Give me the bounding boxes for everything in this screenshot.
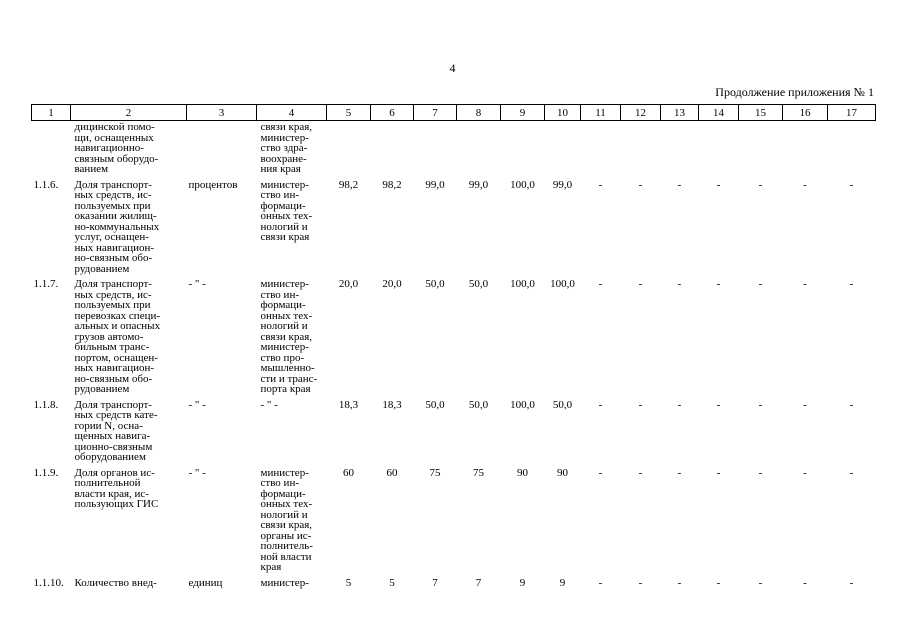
empty-value-cell bbox=[828, 121, 876, 180]
table-row bbox=[32, 468, 876, 578]
column-header: 12 bbox=[621, 105, 661, 121]
value-cell: 5 bbox=[345, 576, 352, 589]
empty-value-cell: - bbox=[758, 278, 763, 290]
value-cell: 98,2 bbox=[338, 178, 359, 191]
responsible-body: министер- ство ин- формаци- онных тех- нологий и связи края, министер- ство про- мышленно- сти и транс- порта края bbox=[260, 278, 318, 395]
column-header: 16 bbox=[783, 105, 828, 121]
value-cell: 99,0 bbox=[552, 178, 573, 191]
responsible-body: министер- ство ин- формаци- онных тех- нологий и связи края, органы ис- полнитель- ной власти края bbox=[260, 466, 313, 573]
value-cell: 18,3 bbox=[338, 398, 359, 411]
value-cell: 7 bbox=[475, 576, 482, 589]
empty-value-cell: - bbox=[716, 278, 721, 290]
indicator-table bbox=[31, 104, 876, 593]
table-row bbox=[32, 279, 876, 400]
column-header: 5 bbox=[327, 105, 371, 121]
empty-value-cell: - bbox=[803, 466, 807, 479]
empty-value-cell: - bbox=[598, 466, 603, 479]
empty-value-cell: - bbox=[716, 466, 721, 479]
value-cell bbox=[501, 121, 545, 180]
empty-value-cell: - bbox=[677, 466, 682, 479]
value-cell: 75 bbox=[473, 466, 484, 479]
value-cell: 99,0 bbox=[468, 178, 489, 191]
value-cell: 50,0 bbox=[468, 398, 489, 411]
column-header: 2 bbox=[71, 105, 187, 121]
empty-value-cell: - bbox=[803, 398, 807, 411]
empty-value-cell: - bbox=[638, 178, 643, 191]
indicator-name: Доля транспорт- ных средств кате- гории N, осна- щенных навига- ционно-связным оборудованием bbox=[74, 398, 158, 463]
indicator-name: Доля органов ис- полнительной власти края, ис- пользующих ГИС bbox=[74, 466, 159, 510]
value-cell: 98,2 bbox=[382, 178, 402, 191]
value-cell: 75 bbox=[429, 466, 441, 479]
column-header: 1 bbox=[32, 105, 71, 121]
column-number-row bbox=[32, 105, 876, 121]
indicator-name: дицинской помо- щи, оснащенных навигационно- связным оборудо- ванием bbox=[74, 121, 159, 175]
responsible-body: связи края, министер- ство здра- воохране- ния края bbox=[260, 121, 313, 175]
empty-value-cell: - bbox=[638, 278, 643, 290]
value-cell bbox=[545, 121, 581, 180]
unit-of-measure bbox=[187, 121, 257, 180]
unit-of-measure: - " - bbox=[188, 466, 206, 479]
empty-value-cell: - bbox=[677, 398, 682, 411]
column-header: 6 bbox=[371, 105, 414, 121]
column-header: 7 bbox=[414, 105, 457, 121]
empty-value-cell: - bbox=[598, 576, 603, 589]
column-header: 13 bbox=[661, 105, 699, 121]
empty-value-cell: - bbox=[803, 576, 807, 589]
value-cell: 100,0 bbox=[510, 278, 535, 290]
column-header: 8 bbox=[457, 105, 501, 121]
value-cell bbox=[371, 121, 414, 180]
empty-value-cell: - bbox=[677, 278, 682, 290]
empty-value-cell: - bbox=[758, 398, 763, 411]
unit-of-measure: - " - bbox=[188, 398, 206, 411]
indicator-code bbox=[32, 121, 71, 180]
table-row bbox=[32, 121, 876, 180]
empty-value-cell bbox=[621, 121, 661, 180]
empty-value-cell bbox=[581, 121, 621, 180]
value-cell: 9 bbox=[559, 576, 566, 589]
value-cell: 18,3 bbox=[382, 398, 402, 411]
indicator-name: Количество внед- bbox=[74, 576, 157, 589]
column-header: 15 bbox=[739, 105, 783, 121]
empty-value-cell: - bbox=[638, 576, 643, 589]
empty-value-cell bbox=[661, 121, 699, 180]
empty-value-cell: - bbox=[758, 576, 763, 589]
indicator-code: 1.1.6. bbox=[33, 178, 59, 191]
unit-of-measure: процентов bbox=[188, 178, 238, 191]
continuation-label: Продолжение приложения № 1 bbox=[715, 85, 874, 99]
indicator-name: Доля транспорт- ных средств, ис- пользуемых при перевозках специ- альных и опасных грузов автомо- бильным транс- портом, оснащен- ных навигацион- но-связным обо- рудованием bbox=[74, 278, 161, 395]
value-cell: 50,0 bbox=[425, 398, 445, 411]
column-header: 4 bbox=[257, 105, 327, 121]
empty-value-cell: - bbox=[638, 466, 643, 479]
value-cell: 50,0 bbox=[468, 278, 489, 290]
column-header: 17 bbox=[828, 105, 876, 121]
table-row bbox=[32, 578, 876, 594]
empty-value-cell: - bbox=[849, 178, 854, 191]
empty-value-cell: - bbox=[716, 576, 721, 589]
table-row bbox=[32, 180, 876, 280]
table-row bbox=[32, 400, 876, 468]
value-cell: 7 bbox=[432, 576, 438, 589]
empty-value-cell: - bbox=[849, 466, 854, 479]
value-cell: 5 bbox=[389, 576, 395, 589]
empty-value-cell bbox=[783, 121, 828, 180]
empty-value-cell: - bbox=[716, 398, 721, 411]
column-header: 11 bbox=[581, 105, 621, 121]
indicator-code: 1.1.10. bbox=[33, 576, 64, 589]
column-header: 3 bbox=[187, 105, 257, 121]
value-cell: 90 bbox=[517, 466, 528, 479]
empty-value-cell: - bbox=[803, 178, 807, 191]
indicator-code: 1.1.7. bbox=[33, 278, 59, 290]
column-header: 10 bbox=[545, 105, 581, 121]
empty-value-cell bbox=[739, 121, 783, 180]
empty-value-cell: - bbox=[849, 278, 854, 290]
empty-value-cell: - bbox=[598, 278, 603, 290]
empty-value-cell: - bbox=[677, 178, 682, 191]
value-cell: 100,0 bbox=[550, 278, 575, 290]
responsible-body: министер- ство ин- формаци- онных тех- нологий и связи края bbox=[260, 178, 313, 243]
empty-value-cell: - bbox=[758, 466, 763, 479]
empty-value-cell: - bbox=[849, 398, 854, 411]
value-cell bbox=[414, 121, 457, 180]
empty-value-cell: - bbox=[638, 398, 643, 411]
empty-value-cell: - bbox=[803, 278, 807, 290]
empty-value-cell: - bbox=[849, 576, 854, 589]
empty-value-cell: - bbox=[598, 398, 603, 411]
value-cell bbox=[327, 121, 371, 180]
value-cell: 60 bbox=[386, 466, 398, 479]
value-cell: 100,0 bbox=[510, 178, 535, 191]
value-cell: 100,0 bbox=[510, 398, 535, 411]
value-cell: 50,0 bbox=[425, 278, 445, 290]
empty-value-cell bbox=[699, 121, 739, 180]
unit-of-measure: - " - bbox=[188, 278, 206, 290]
empty-value-cell: - bbox=[758, 178, 763, 191]
value-cell: 20,0 bbox=[382, 278, 402, 290]
value-cell: 60 bbox=[343, 466, 354, 479]
responsible-body: - " - bbox=[260, 398, 278, 411]
value-cell: 99,0 bbox=[425, 178, 445, 191]
unit-of-measure: единиц bbox=[188, 576, 223, 589]
value-cell: 20,0 bbox=[338, 278, 359, 290]
column-header: 14 bbox=[699, 105, 739, 121]
value-cell: 9 bbox=[519, 576, 526, 589]
responsible-body: министер- bbox=[260, 576, 309, 589]
value-cell: 90 bbox=[557, 466, 568, 479]
indicator-code: 1.1.8. bbox=[33, 398, 59, 411]
empty-value-cell: - bbox=[598, 178, 603, 191]
indicator-name: Доля транспорт- ных средств, ис- пользуемых при оказании жилищ- но-коммунальных услуг, оснащен- ных навигацион- но-связным обо- рудованием bbox=[74, 178, 160, 275]
indicator-code: 1.1.9. bbox=[33, 466, 59, 479]
empty-value-cell: - bbox=[716, 178, 721, 191]
column-header: 9 bbox=[501, 105, 545, 121]
empty-value-cell: - bbox=[677, 576, 682, 589]
value-cell bbox=[457, 121, 501, 180]
value-cell: 50,0 bbox=[552, 398, 573, 411]
page-number: 4 bbox=[449, 61, 456, 75]
